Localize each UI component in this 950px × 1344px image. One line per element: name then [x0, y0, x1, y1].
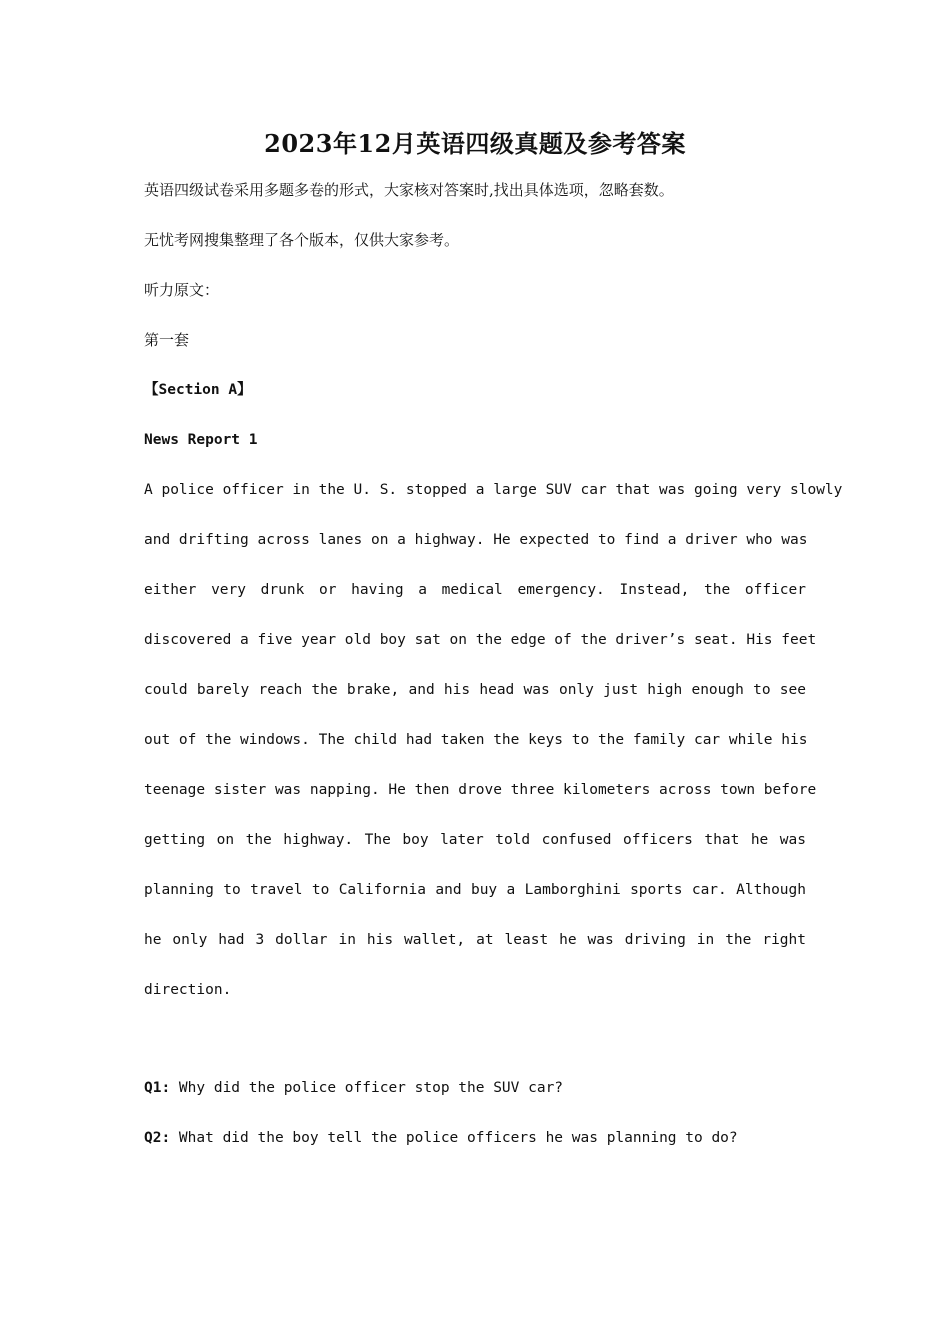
intro-line-3: 听力原文： [144, 281, 220, 299]
report-line: direction. [144, 982, 232, 998]
report-line: planning to travel to California and buy a Lamborghini sports car. Although [144, 882, 806, 898]
report-line: discovered a five year old boy sat on the edge of the driver’s seat. His feet [144, 632, 817, 648]
report-line: either very drunk or having a medical emergency. Instead, the officer [144, 582, 806, 598]
intro-line-4: 第一套 [144, 331, 190, 349]
report-line: and drifting across lanes on a highway. He expected to find a driver who was [144, 532, 808, 548]
report-line: getting on the highway. The boy later told confused officers that he was [144, 832, 806, 848]
report-line: could barely reach the brake, and his head was only just high enough to see [144, 682, 806, 698]
question-label: Q2: [144, 1130, 171, 1146]
question-text: What did the boy tell the police officers he was planning to do? [170, 1130, 738, 1146]
question-1 [144, 1077, 806, 1099]
report-heading: News Report 1 [144, 432, 258, 448]
section-heading: 【Section A】 [144, 382, 252, 398]
question-2 [144, 1127, 806, 1149]
report-line: he only had 3 dollar in his wallet, at least he was driving in the right [144, 932, 806, 948]
report-line: out of the windows. The child had taken the keys to the family car while his [144, 732, 808, 748]
question-label: Q1: [144, 1080, 171, 1096]
intro-line-2: 无忧考网搜集整理了各个版本，仅供大家参考。 [144, 231, 460, 249]
intro-line-1: 英语四级试卷采用多题多卷的形式，大家核对答案时,找出具体选项，忽略套数。 [144, 181, 674, 199]
page-title: 2023年12月英语四级真题及参考答案 [264, 129, 686, 158]
report-line: A police officer in the U. S. stopped a large SUV car that was going very slowly [144, 482, 843, 498]
question-text: Why did the police officer stop the SUV car? [170, 1080, 564, 1096]
report-line: teenage sister was napping. He then drove three kilometers across town before [144, 782, 817, 798]
